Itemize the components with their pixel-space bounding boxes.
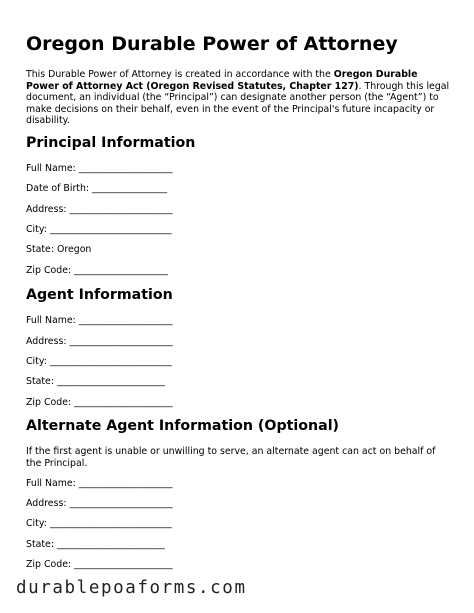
alternate-agent-heading: Alternate Agent Information (Optional) [26,418,340,434]
agent-full-name-field[interactable]: Full Name: ____________________ [26,315,173,326]
intro-act-name: Oregon Durable Power of Attorney Act (Oregon Revised Statutes, Chapter 127) [26,69,418,92]
principal-city-field[interactable]: City: __________________________ [26,224,172,235]
principal-full-name-field[interactable]: Full Name: ____________________ [26,163,173,174]
intro-text-start: This Durable Power of Attorney is created in accordance with the [26,69,334,80]
principal-heading: Principal Information [26,135,196,151]
alternate-address-field[interactable]: Address: ______________________ [26,498,173,509]
principal-state-field: State: Oregon [26,244,92,255]
alternate-zip-field[interactable]: Zip Code: _____________________ [26,559,173,570]
watermark-footer: durablepoaforms.com [16,578,247,598]
agent-zip-field[interactable]: Zip Code: _____________________ [26,397,173,408]
alternate-full-name-field[interactable]: Full Name: ____________________ [26,478,173,489]
intro-paragraph [26,69,452,127]
alternate-agent-note: If the first agent is unable or unwilling to serve, an alternate agent can act on behalf of the Principal. [26,446,436,469]
principal-dob-field[interactable]: Date of Birth: ________________ [26,183,168,194]
agent-heading: Agent Information [26,287,173,303]
document-title: Oregon Durable Power of Attorney [26,33,398,55]
agent-state-field[interactable]: State: _______________________ [26,376,165,387]
agent-address-field[interactable]: Address: ______________________ [26,336,173,347]
alternate-city-field[interactable]: City: __________________________ [26,518,172,529]
agent-city-field[interactable]: City: __________________________ [26,356,172,367]
principal-address-field[interactable]: Address: ______________________ [26,204,173,215]
intro-text-end: . Through this legal document, an individual (the “Principal”) can designate another person (the “Agent”) to make decisions on their behalf, even in the event of the Principal's future incapacity or disability. [26,80,450,126]
alternate-state-field[interactable]: State: _______________________ [26,539,165,550]
principal-zip-field[interactable]: Zip Code: ____________________ [26,265,168,276]
